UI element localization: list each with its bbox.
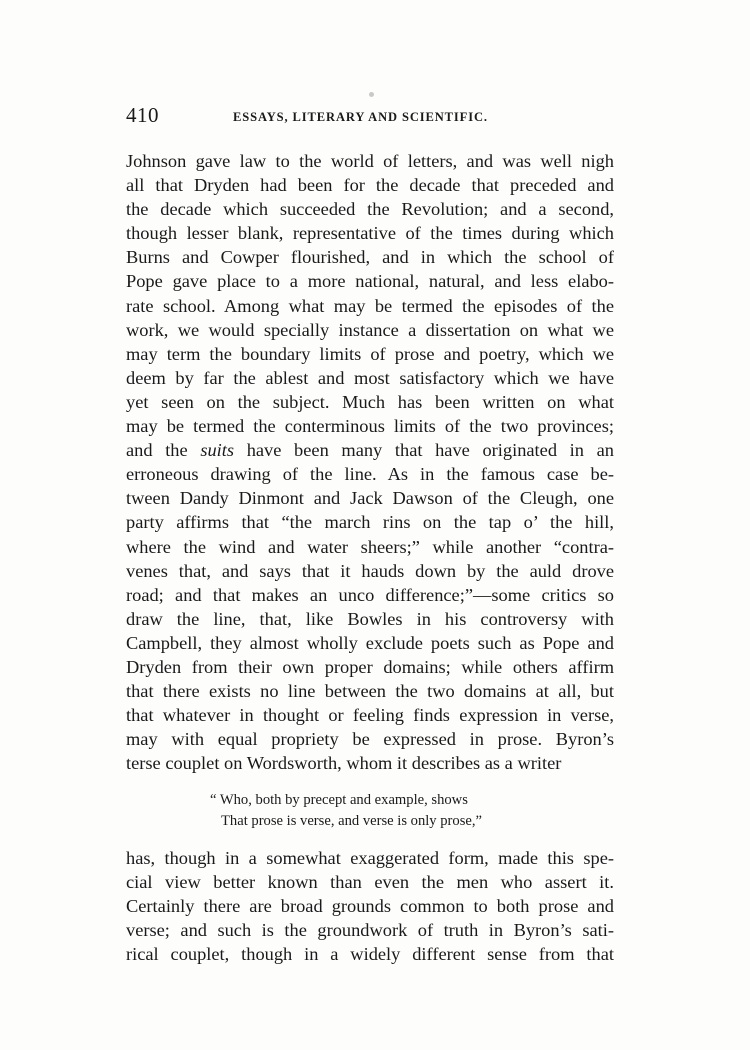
text-line: Dryden from their own proper domains; while others affirm — [126, 656, 614, 677]
text-line: work, we would specially instance a dissertation on what we — [126, 319, 614, 340]
text-line: Pope gave place to a more national, natural, and less elabo- — [126, 271, 614, 292]
text-line: cial view better known than even the men who assert it. — [126, 872, 614, 893]
italic-word: suits — [200, 440, 235, 461]
text-line: tween Dandy Dinmont and Jack Dawson of the Cleugh, one — [126, 488, 614, 509]
quote-line: That prose is verse, and verse is only prose,” — [221, 813, 482, 829]
text-line: yet seen on the subject. Much has been written on what — [126, 391, 614, 412]
verse-quotation — [210, 790, 550, 832]
text-line: rate school. Among what may be termed the episodes of the — [126, 295, 614, 316]
text-line: may term the boundary limits of prose and poetry, which we — [126, 343, 614, 364]
print-speck — [369, 92, 374, 97]
text-fragment: have been many that have originated in an — [246, 440, 614, 461]
paragraph-1 — [126, 149, 614, 775]
text-line: Johnson gave law to the world of letters, and was well nigh — [126, 151, 614, 171]
text-line: road; and that makes an unco difference;”—some critics so — [126, 584, 614, 605]
text-line: terse couplet on Wordsworth, whom it describes as a writer — [126, 753, 562, 774]
text-line: where the wind and water sheers;” while another “contra- — [126, 536, 614, 557]
text-line: party affirms that “the march rins on the tap o’ the hill, — [126, 512, 614, 533]
text-line-with-italic — [126, 438, 614, 462]
page-number: 410 — [126, 103, 159, 127]
text-line: that whatever in thought or feeling finds expression in verse, — [126, 705, 614, 726]
text-line: that there exists no line between the two domains at all, but — [126, 681, 614, 702]
text-line: has, though in a somewhat exaggerated form, made this spe- — [126, 848, 614, 868]
text-line: venes that, and says that it hauds down by the auld drove — [126, 560, 614, 581]
text-line: verse; and such is the groundwork of truth in Byron’s sati- — [126, 920, 614, 941]
text-line: Campbell, they almost wholly exclude poets such as Pope and — [126, 632, 614, 653]
text-fragment: and the — [126, 440, 188, 461]
text-line: rical couplet, though in a widely different sense from that — [126, 944, 614, 965]
text-line: all that Dryden had been for the decade that preceded and — [126, 175, 614, 196]
running-head: ESSAYS, LITERARY AND SCIENTIFIC. — [233, 110, 488, 124]
text-line: erroneous drawing of the line. As in the famous case be- — [126, 464, 614, 485]
text-line: though lesser blank, representative of the times during which — [126, 223, 614, 244]
text-line: deem by far the ablest and most satisfactory which we have — [126, 367, 614, 388]
text-line: draw the line, that, like Bowles in his controversy with — [126, 608, 614, 629]
text-line: may with equal propriety be expressed in prose. Byron’s — [126, 729, 614, 750]
text-line: Certainly there are broad grounds common to both prose and — [126, 896, 614, 917]
quote-line: “ Who, both by precept and example, shows — [210, 792, 468, 808]
text-line: may be termed the conterminous limits of the two provinces; — [126, 416, 614, 437]
text-line: Burns and Cowper flourished, and in which the school of — [126, 247, 614, 268]
paragraph-2 — [126, 846, 614, 966]
page-header — [126, 103, 614, 133]
text-line: the decade which succeeded the Revolution; and a second, — [126, 199, 614, 220]
